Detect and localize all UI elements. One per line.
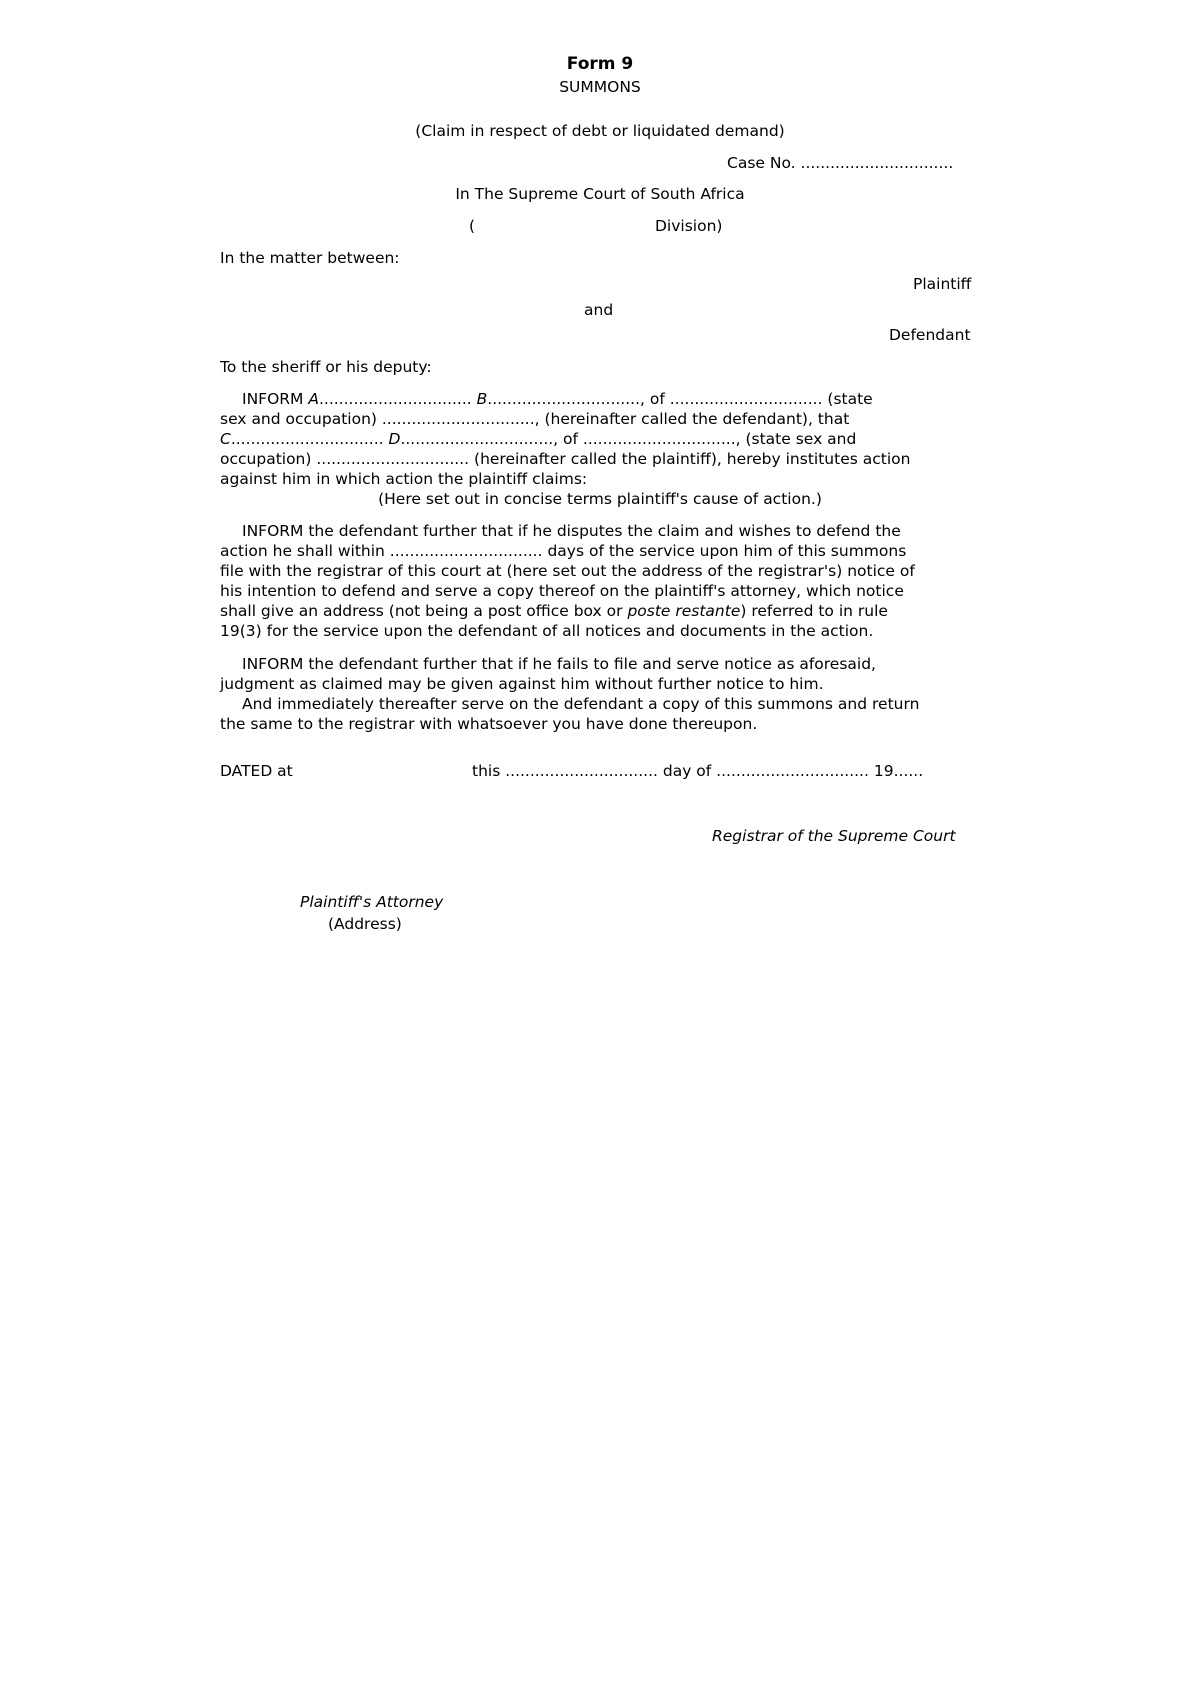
division-label: Division) [655, 217, 723, 235]
inform1-line5: against him in which action the plaintiff claims: [220, 470, 588, 488]
inform3-line1: INFORM the defendant further that if he fails to file and serve notice as aforesaid, [242, 655, 876, 673]
inform-paragraph-1 [220, 389, 980, 509]
attorney-address: (Address) [328, 915, 402, 933]
case-number: Case No. ............................... [727, 154, 954, 172]
party-b: B [476, 390, 488, 408]
inform2-line5-pre: shall give an address (not being a post office box or [220, 602, 628, 620]
inform1-line1-mid: ............................... [318, 390, 477, 408]
and-label: and [584, 301, 614, 319]
inform1-line3-post: ..............................., of ..............................., (state sex and [400, 430, 857, 448]
registrar-signature-label: Registrar of the Supreme Court [712, 827, 956, 845]
dated-label: DATED at [220, 762, 293, 780]
party-a: A [308, 390, 319, 408]
cause-of-action-note: (Here set out in concise terms plaintiff's cause of action.) [378, 490, 822, 508]
party-c: C [220, 430, 231, 448]
form-title: SUMMONS [559, 78, 641, 96]
matter-intro: In the matter between: [220, 249, 400, 267]
sheriff-address: To the sheriff or his deputy: [220, 358, 432, 376]
attorney-label: Plaintiff's Attorney [300, 893, 444, 911]
poste-restante: poste restante [627, 602, 741, 620]
inform2-line4: his intention to defend and serve a copy thereof on the plaintiff's attorney, which notice [220, 582, 904, 600]
inform3-line3: And immediately thereafter serve on the defendant a copy of this summons and return [242, 695, 920, 713]
dated-line: this ............................... day of ............................... 19...... [472, 762, 924, 780]
party-d: D [388, 430, 401, 448]
inform2-line2: action he shall within ............................... days of the service upon him of this summons [220, 542, 907, 560]
form-number: Form 9 [566, 54, 634, 74]
inform1-line1-pre: INFORM [242, 390, 309, 408]
inform-paragraph-3 [220, 654, 980, 734]
division-open: ( [469, 217, 476, 235]
claim-type: (Claim in respect of debt or liquidated demand) [415, 122, 785, 140]
inform2-line5-post: ) referred to in rule [740, 602, 888, 620]
inform2-line6: 19(3) for the service upon the defendant of all notices and documents in the action. [220, 622, 874, 640]
defendant-label: Defendant [889, 326, 971, 344]
inform-paragraph-2 [220, 521, 980, 641]
inform3-line2: judgment as claimed may be given against him without further notice to him. [220, 675, 824, 693]
inform3-line4: the same to the registrar with whatsoever you have done thereupon. [220, 715, 758, 733]
court-name: In The Supreme Court of South Africa [455, 185, 745, 203]
plaintiff-label: Plaintiff [913, 275, 972, 293]
inform2-line3: file with the registrar of this court at (here set out the address of the registrar's) notice of [220, 562, 915, 580]
inform2-line1: INFORM the defendant further that if he disputes the claim and wishes to defend the [242, 522, 901, 540]
inform1-line4: occupation) ............................... (hereinafter called the plaintiff), hereby institutes action [220, 450, 911, 468]
inform1-line3-mid: ............................... [230, 430, 389, 448]
inform1-line1-post: ..............................., of ............................... (state [487, 390, 873, 408]
inform1-line2: sex and occupation) ..............................., (hereinafter called the defendant), that [220, 410, 850, 428]
